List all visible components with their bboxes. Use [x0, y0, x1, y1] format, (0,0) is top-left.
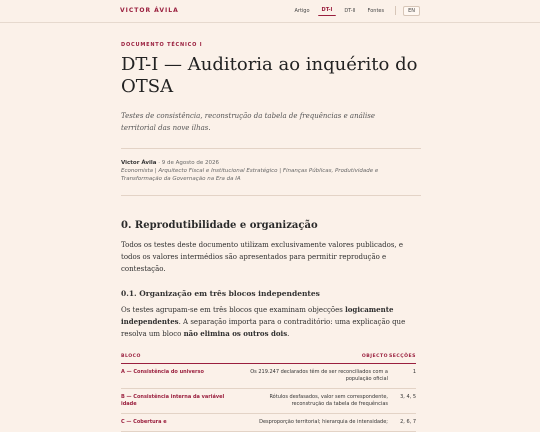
subsection-heading: 0.1. Organização em três blocos independentes [121, 289, 320, 299]
table-row [121, 389, 416, 414]
text-run: . A separação importa para o contraditório: uma explicação que resolva um bloco [121, 318, 406, 339]
publish-date: · 9 de Agosto de 2026 [158, 160, 219, 167]
page-subtitle: Testes de consistência, reconstrução da tabela de frequências e análise territorial das nove ilhas. [121, 112, 375, 133]
row-seccoes: 1 [412, 369, 416, 376]
author-role: Economista | Arquitecto Fiscal e Institucional Estratégico | Finanças Públicas, Produtividade e Transformação da Governação na Era da IA [121, 168, 379, 183]
table-row [121, 364, 416, 389]
document-content [121, 42, 421, 432]
divider [121, 148, 421, 149]
top-bar [0, 0, 540, 23]
section-paragraph: Todos os testes deste documento utilizam exclusivamente valores publicados, e todos os valores intermédios são apresentados para permitir reprodução e contestação. [121, 241, 404, 274]
nav-item-artigo[interactable]: Artigo [294, 7, 310, 14]
emphasis-text: não elimina os outros dois [183, 329, 288, 339]
row-bloco: A — Consistência do universo [121, 369, 204, 376]
column-header-seccoes: SECÇÕES [388, 354, 416, 360]
subsection-paragraph [121, 304, 421, 340]
column-header-objecto: OBJECTO [361, 354, 388, 360]
nav-divider [395, 6, 396, 15]
language-toggle-button[interactable]: EN [403, 6, 420, 16]
text-run: Os testes agrupam-se em três blocos que examinam objecções [121, 306, 346, 315]
nav-item-dt-i[interactable]: DT-I [318, 5, 337, 16]
row-bloco: C — Cobertura e [121, 419, 167, 426]
emphasis-text: logicamente independentes [121, 305, 394, 327]
main-nav [290, 5, 420, 16]
row-seccoes: 2, 6, 7 [400, 419, 416, 426]
text-run: . [287, 330, 290, 339]
row-objecto: Desproporção territorial; hierarquia de intensidade; [259, 419, 388, 426]
column-header-bloco: BLOCO [121, 354, 141, 360]
nav-item-dt-ii[interactable]: DT-II [344, 7, 356, 14]
row-bloco: B — Consistência interna da variável idade [121, 394, 225, 408]
row-objecto: Rótulos desfasados, valor sem correspondente, reconstrução da tabela de frequências [269, 394, 388, 408]
row-objecto: Os 219.247 declarados têm de ser reconciliados com a população oficial [250, 369, 388, 383]
section-heading: 0. Reprodutibilidade e organização [121, 220, 318, 232]
table-row [121, 414, 416, 432]
nav-item-fontes[interactable]: Fontes [367, 7, 385, 14]
row-seccoes: 3, 4, 5 [400, 394, 416, 401]
brand-logo[interactable]: VICTOR ÁVILA [120, 7, 179, 14]
table-header [121, 354, 416, 364]
document-kicker: DOCUMENTO TÉCNICO I [121, 42, 203, 48]
blocks-table [121, 354, 416, 432]
author-name: Victor Ávila [121, 160, 157, 167]
page-title: DT-I — Auditoria ao inquérito do OTSA [121, 54, 418, 97]
byline [121, 159, 421, 183]
divider [121, 195, 421, 196]
